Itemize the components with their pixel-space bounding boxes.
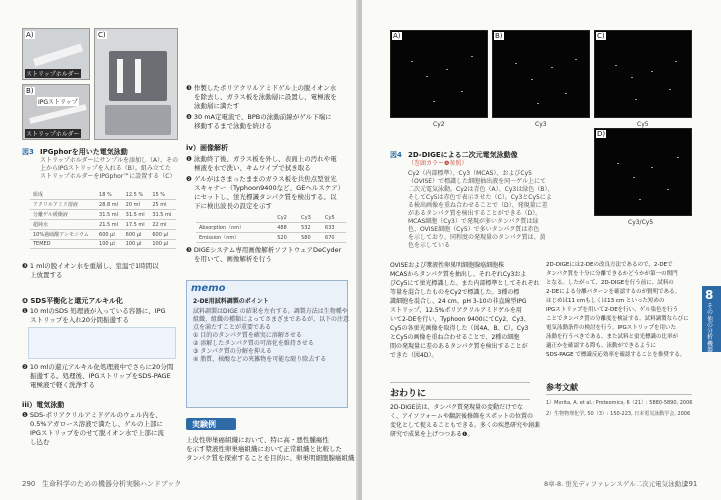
table-header-cell: 12.5 %: [123, 190, 150, 200]
body-line: 適正かを確認する際も、泳動ができるように: [546, 343, 657, 349]
table-header-row: [196, 214, 346, 223]
body-line: となる。したがって、2D-DIGEを行う前に、試料の: [546, 280, 674, 286]
fig4-caption-line: 色、OVISE細胞（Cy5）で多いタンパク質は赤色: [408, 226, 540, 233]
reference-item: 2）生物物理化学, 50（3）: 150-223, 日本電気泳動学会, 2006: [546, 411, 691, 417]
table-header-cell: Cy3: [298, 214, 322, 223]
gel-c-label: C): [597, 32, 605, 40]
table-header-cell: 組成: [30, 190, 96, 200]
body-line: 2D-DIGEには2-DEの改良方法であるので、2-DEで: [546, 262, 673, 268]
table-cell: Absorption（nm）: [196, 223, 274, 233]
photo-b-callout: IPGストリップ: [38, 99, 78, 106]
fig4-number: 図4: [390, 151, 402, 159]
step-text: スキャナー（Typhoon9400など、GEヘルスケア）: [194, 184, 345, 192]
strip-holder-shape: [33, 43, 83, 66]
body-line: Cy5の各蛍光画像を取得した（図4A、B、C）。Cy3: [390, 325, 529, 332]
memo-line: 点を満たすことが重要である: [193, 324, 272, 331]
step-text: ❷ ゲルがはさまったままのガラス板を共焦点型蛍光: [186, 175, 337, 183]
step-text: IPGストリップをのせて脱イオン水で上部に流: [30, 429, 164, 437]
body-line: ストリップ、12.5%ポリアクリルアミドゲルを用: [390, 307, 522, 314]
step-text: 下に検出波長の設定を示す: [194, 202, 272, 210]
fig3-number: 図3: [22, 148, 34, 156]
photo-a-label: A): [26, 31, 34, 39]
table-cell: 31.5 ml: [123, 210, 150, 220]
step-text: ❹ 30 mA定電流で、BPBの泳動前線がゲル下端に: [186, 113, 332, 121]
wavelength-table: [196, 214, 346, 243]
body-line: OVISEおよび漿液性卵巣明細胞腺癌細胞株: [390, 262, 505, 269]
table-cell: 532: [298, 223, 322, 233]
gel-composition-table: [30, 190, 176, 249]
gel-image-a: [390, 30, 488, 118]
body-line: 電気泳動条件の検討を行う。IPGストリップを用いた: [546, 325, 676, 331]
gel-a-label: A): [393, 32, 401, 40]
right-page: [362, 0, 721, 500]
fig4-caption-line: を示しており、同程度の発現量のタンパク質は、黄: [408, 234, 546, 241]
step-text: を除去し、ガラス板を泳動層に設置し、電極液を: [194, 93, 337, 101]
table-cell: アクリルアミド溶液: [30, 200, 96, 210]
table-cell: TEMED: [30, 240, 96, 249]
chapter-side-tab: [702, 286, 721, 355]
fig3-caption-line: ストリップホルダーにサンプルを添加し（A）、その: [40, 157, 179, 164]
table-cell: 100 μl: [123, 240, 150, 249]
photo-c: [94, 28, 178, 140]
table-header-cell: [196, 214, 274, 223]
table-cell: Emission（nm）: [196, 233, 274, 243]
table-header-cell: Cy5: [322, 214, 346, 223]
table-row: [30, 220, 176, 230]
table-row: [30, 210, 176, 220]
body-line: とCy5の画像を重ね合わせることで、2種の細胞: [390, 334, 520, 341]
fig4-caption-line: 二次元電気泳動。Cy2は青色（A）、Cy3は緑色（B）、: [408, 186, 554, 193]
table-header-cell: 15 %: [149, 190, 176, 200]
step-text: 上放置する: [30, 271, 63, 279]
step-text: ❶ 泳動終了後、ガラス板を外し、表面上の汚れや電: [186, 155, 337, 163]
body-line: 2D-DIGE法は、タンパク質発現量の変動だけでな: [390, 404, 524, 411]
gel-image-d: [594, 128, 692, 216]
memo-line: ③ タンパク質の分解を抑える: [193, 348, 272, 355]
fig3-title: IPGphorを用いた電気泳動: [40, 148, 128, 156]
table-cell: 31.5 ml: [96, 210, 123, 220]
table-header-cell: 18 %: [96, 190, 123, 200]
table-cell: 580: [298, 233, 322, 243]
step-text: 振盪する。処理後、IPGストリップをSDS-PAGE: [30, 372, 171, 380]
body-line: SDS-PAGE で標識反応効率を確認することを推奨する。: [546, 352, 686, 358]
left-page: [0, 0, 358, 500]
body-line: 間の発現量に差のあるタンパク質を検出することが: [390, 343, 528, 350]
body-line: 2-DEによる分離パターンを確認するのが賢明である。: [546, 289, 681, 295]
memo-subtitle: 2-DE用試料調製のポイント: [193, 298, 269, 305]
table-cell: 超純水: [30, 220, 96, 230]
book-title-footer: 生命科学のための機器分析実験ハンドブック: [42, 480, 182, 488]
fig4-caption-line: る検出画像を重ね合わせることで（D）、発現量に差: [408, 202, 548, 209]
step-text: ストリップを入れ20分間振盪する: [30, 316, 130, 324]
table-cell: 21.5 ml: [96, 220, 123, 230]
ipgphor-base: [105, 105, 171, 135]
fig4-caption-line: 色を示している: [408, 242, 451, 249]
step-text: を用いて、画像解析を行う: [194, 255, 272, 263]
table-cell: 100 μl: [96, 240, 123, 249]
photo-a-callout: ストリップホルダー: [26, 71, 80, 78]
step-text: ❸ 1 mlの脱イオン水を重層し、室温で1時間以: [22, 262, 159, 270]
body-line: できた（図4D）。: [390, 352, 438, 359]
body-line: 泳動を行うべきである。また試料と蛍光標識の比率が: [546, 334, 679, 340]
fig4-caption-line: があるタンパク質を検出することができる（D）。: [408, 210, 542, 217]
table-cell: 31.5 ml: [149, 210, 176, 220]
table-cell: 17.5 ml: [123, 220, 150, 230]
gel-c-caption: Cy5: [637, 121, 649, 128]
table-cell: 600 μl: [96, 230, 123, 240]
step-text: し込む: [30, 438, 50, 446]
divider: [390, 399, 530, 400]
gel-image-c: [594, 30, 692, 118]
body-line: タンパク質を探索することを目的に、卵巣明細胞腺癌組織: [186, 454, 355, 462]
table-cell: 28.8 ml: [96, 200, 123, 210]
chapter-number: 8: [705, 288, 714, 302]
fig3-caption-line: 上からIPGストリップを入れる（B）。組み立てた: [40, 165, 171, 172]
photo-a: [22, 28, 90, 80]
memo-line: ① 目的のタンパク質を確実に溶解させる: [193, 332, 302, 339]
divider: [390, 382, 530, 383]
memo-line: ② 溶解したタンパク質の可溶化を維持させる: [193, 340, 314, 347]
references-heading: 参考文献: [546, 383, 578, 392]
gel-image-b: [492, 30, 590, 118]
holder-2: [135, 59, 141, 93]
table-cell: 520: [274, 233, 298, 243]
gel-a-caption: Cy2: [433, 121, 445, 128]
photo-b-callout-2: ストリップホルダー: [26, 131, 80, 138]
table-cell: 10%過硫酸アンモニウム: [30, 230, 96, 240]
table-cell: 600 μl: [123, 230, 150, 240]
memo-line: 組織、組織の種類によってさまざまであるが、以下の注意: [193, 316, 350, 323]
fig4-caption-line: Cy2（内部標準）、Cy3（MCAS）、およびCy5: [408, 170, 532, 177]
page-number-left: 290: [22, 480, 36, 488]
divider: [546, 394, 692, 395]
body-line: びCy5にて蛍光標識した。また内部標準としてそれぞれ: [390, 280, 540, 287]
chapter-tab-label: その他の分析機器: [707, 303, 714, 355]
fig4-caption-line: そしてCy5は赤色で表示させた（C）。Cy3とCy5によ: [408, 194, 552, 201]
table-header-cell: Cy2: [274, 214, 298, 223]
memo-line: ④ 脂質、核酸などの夾雑物を可能な限り除去する: [193, 356, 327, 363]
body-line: 変化として捉えることもできる。多くの疾患研究や創薬: [390, 422, 541, 429]
body-line: タンパク質を十分に分離できるかどうかが第一の関門: [546, 271, 678, 277]
table-cell: 670: [322, 233, 346, 243]
step-text: 移動するまで泳動を続ける: [194, 122, 272, 130]
memo-title: memo: [191, 283, 226, 294]
photo-c-label: C): [98, 31, 106, 39]
step-text: 泳動層に満たす: [194, 102, 240, 110]
body-line: はじめは11 cmもしくは13 cm といった短めの: [546, 298, 665, 304]
table-cell: 22 ml: [149, 220, 176, 230]
body-line: 識細胞を混合し、24 cm、pH 3-10の非直線型IPG: [390, 298, 527, 305]
fig4-subtitle: （巻頭カラー❹参照）: [408, 160, 468, 167]
holder-1: [117, 59, 123, 93]
step-text: ❶ 10 mlのSDS 処理液が入っている容器に、IPG: [22, 307, 166, 315]
fig4-caption-line: MCAS細胞（Cy3）で発現が多いタンパク質は緑: [408, 218, 539, 225]
ipg-strip-shape: [29, 104, 87, 124]
gel-b-label: B): [495, 32, 503, 40]
body-line: MCASからタンパク質を抽出し、それぞれCy3およ: [390, 271, 527, 278]
body-line: ことでタンパク質の分離度を検証する。試料調製ならびに: [546, 316, 689, 322]
table-cell: 633: [322, 223, 346, 233]
body-line: いて2-DEを行い、Typhoon 9400にてCy2、Cy3、: [390, 316, 530, 323]
step-text: ❸ 作製したポリアクリルアミドゲル上の脱イオン水: [186, 84, 337, 92]
table-cell: 分離ゲル緩衝液: [30, 210, 96, 220]
section-heading: iii）電気泳動: [22, 401, 65, 409]
section-heading: iv）画像解析: [186, 144, 228, 152]
practice-heading: 実験例: [192, 420, 216, 429]
step-text: 電極液で軽く洗浄する: [30, 381, 95, 389]
fig4-caption-line: （OVISE）で標識した細胞抽出液を同一ゲル上にて: [408, 178, 546, 185]
step-text: 極液を水で洗い、キムワイプで拭き取る: [194, 164, 311, 172]
gel-d-label: D): [597, 130, 606, 138]
body-line: 等量を混合したものをCy2で標識した。3種の標: [390, 289, 520, 296]
table-cell: 100 μl: [149, 240, 176, 249]
step-text: ❷ 10 mlの還元アルキル化処理液中でさらに20分間: [22, 363, 174, 371]
practice-heading-box: [186, 418, 236, 430]
body-line: IPGストリップを用いて2-DEを行い、ゲル染色を行う: [546, 307, 679, 313]
table-row: [30, 240, 176, 249]
table-cell: 25 ml: [149, 200, 176, 210]
fig3-caption-line: ストリップホルダーをIPGphor™に設置する（C）: [40, 173, 176, 180]
step-text: ❶ SDS-ポリアクリルアミドゲルのウェル内を、: [22, 411, 162, 419]
conclusion-heading: おわりに: [390, 389, 427, 399]
memo-line: 試料調製はDIGE の結果を左右する。調製方法は生物種や: [193, 308, 348, 315]
table-cell: 20 ml: [123, 200, 150, 210]
table-row: [30, 200, 176, 210]
gel-b-caption: Cy3: [535, 121, 547, 128]
gel-d-caption: Cy3/Cy5: [628, 219, 654, 226]
chapter-footer: 8章-8. 蛍光ディファレンスゲル二次元電気泳動法: [544, 480, 688, 488]
table-row: [30, 230, 176, 240]
photo-b: [22, 84, 90, 140]
step-text: 0.5%アガロース溶液で満たし、ゲルの上部に: [30, 420, 163, 428]
table-cell: 600 μl: [149, 230, 176, 240]
memo-box: [186, 280, 348, 408]
step-text: にセットし、蛍光標識タンパク質を検出する。以: [194, 193, 337, 201]
reference-item: 1）Morita, A. et al.: Proteomics, 6（21）: 5880-5890, 2006: [546, 400, 693, 406]
section-heading: ❹ SDS平衡化と還元アルキル化: [22, 297, 123, 305]
step-text: ❸ DIGEシステム専用画像解析ソフトウェアDeCyder: [186, 246, 342, 254]
table-row: [196, 223, 346, 233]
table-row: [196, 233, 346, 243]
body-line: を示す漿液性卵巣癌組織において正常組織と比較した: [186, 445, 342, 453]
page-number-right: 291: [684, 480, 698, 488]
table-header-row: [30, 190, 176, 200]
note-box: [28, 327, 176, 359]
table-cell: 488: [274, 223, 298, 233]
body-line: 研究で成果を上げつつある❶。: [390, 431, 474, 438]
body-line: く、アイソフォームや翻訳後修飾をスポットの位置の: [390, 413, 534, 420]
fig4-title: 2D-DIGEによる二次元電気泳動像: [408, 151, 518, 159]
body-line: 上皮性卵巣癌組織において、特に高・悪性腫瘍性: [186, 436, 329, 444]
photo-b-label: B): [26, 87, 34, 95]
